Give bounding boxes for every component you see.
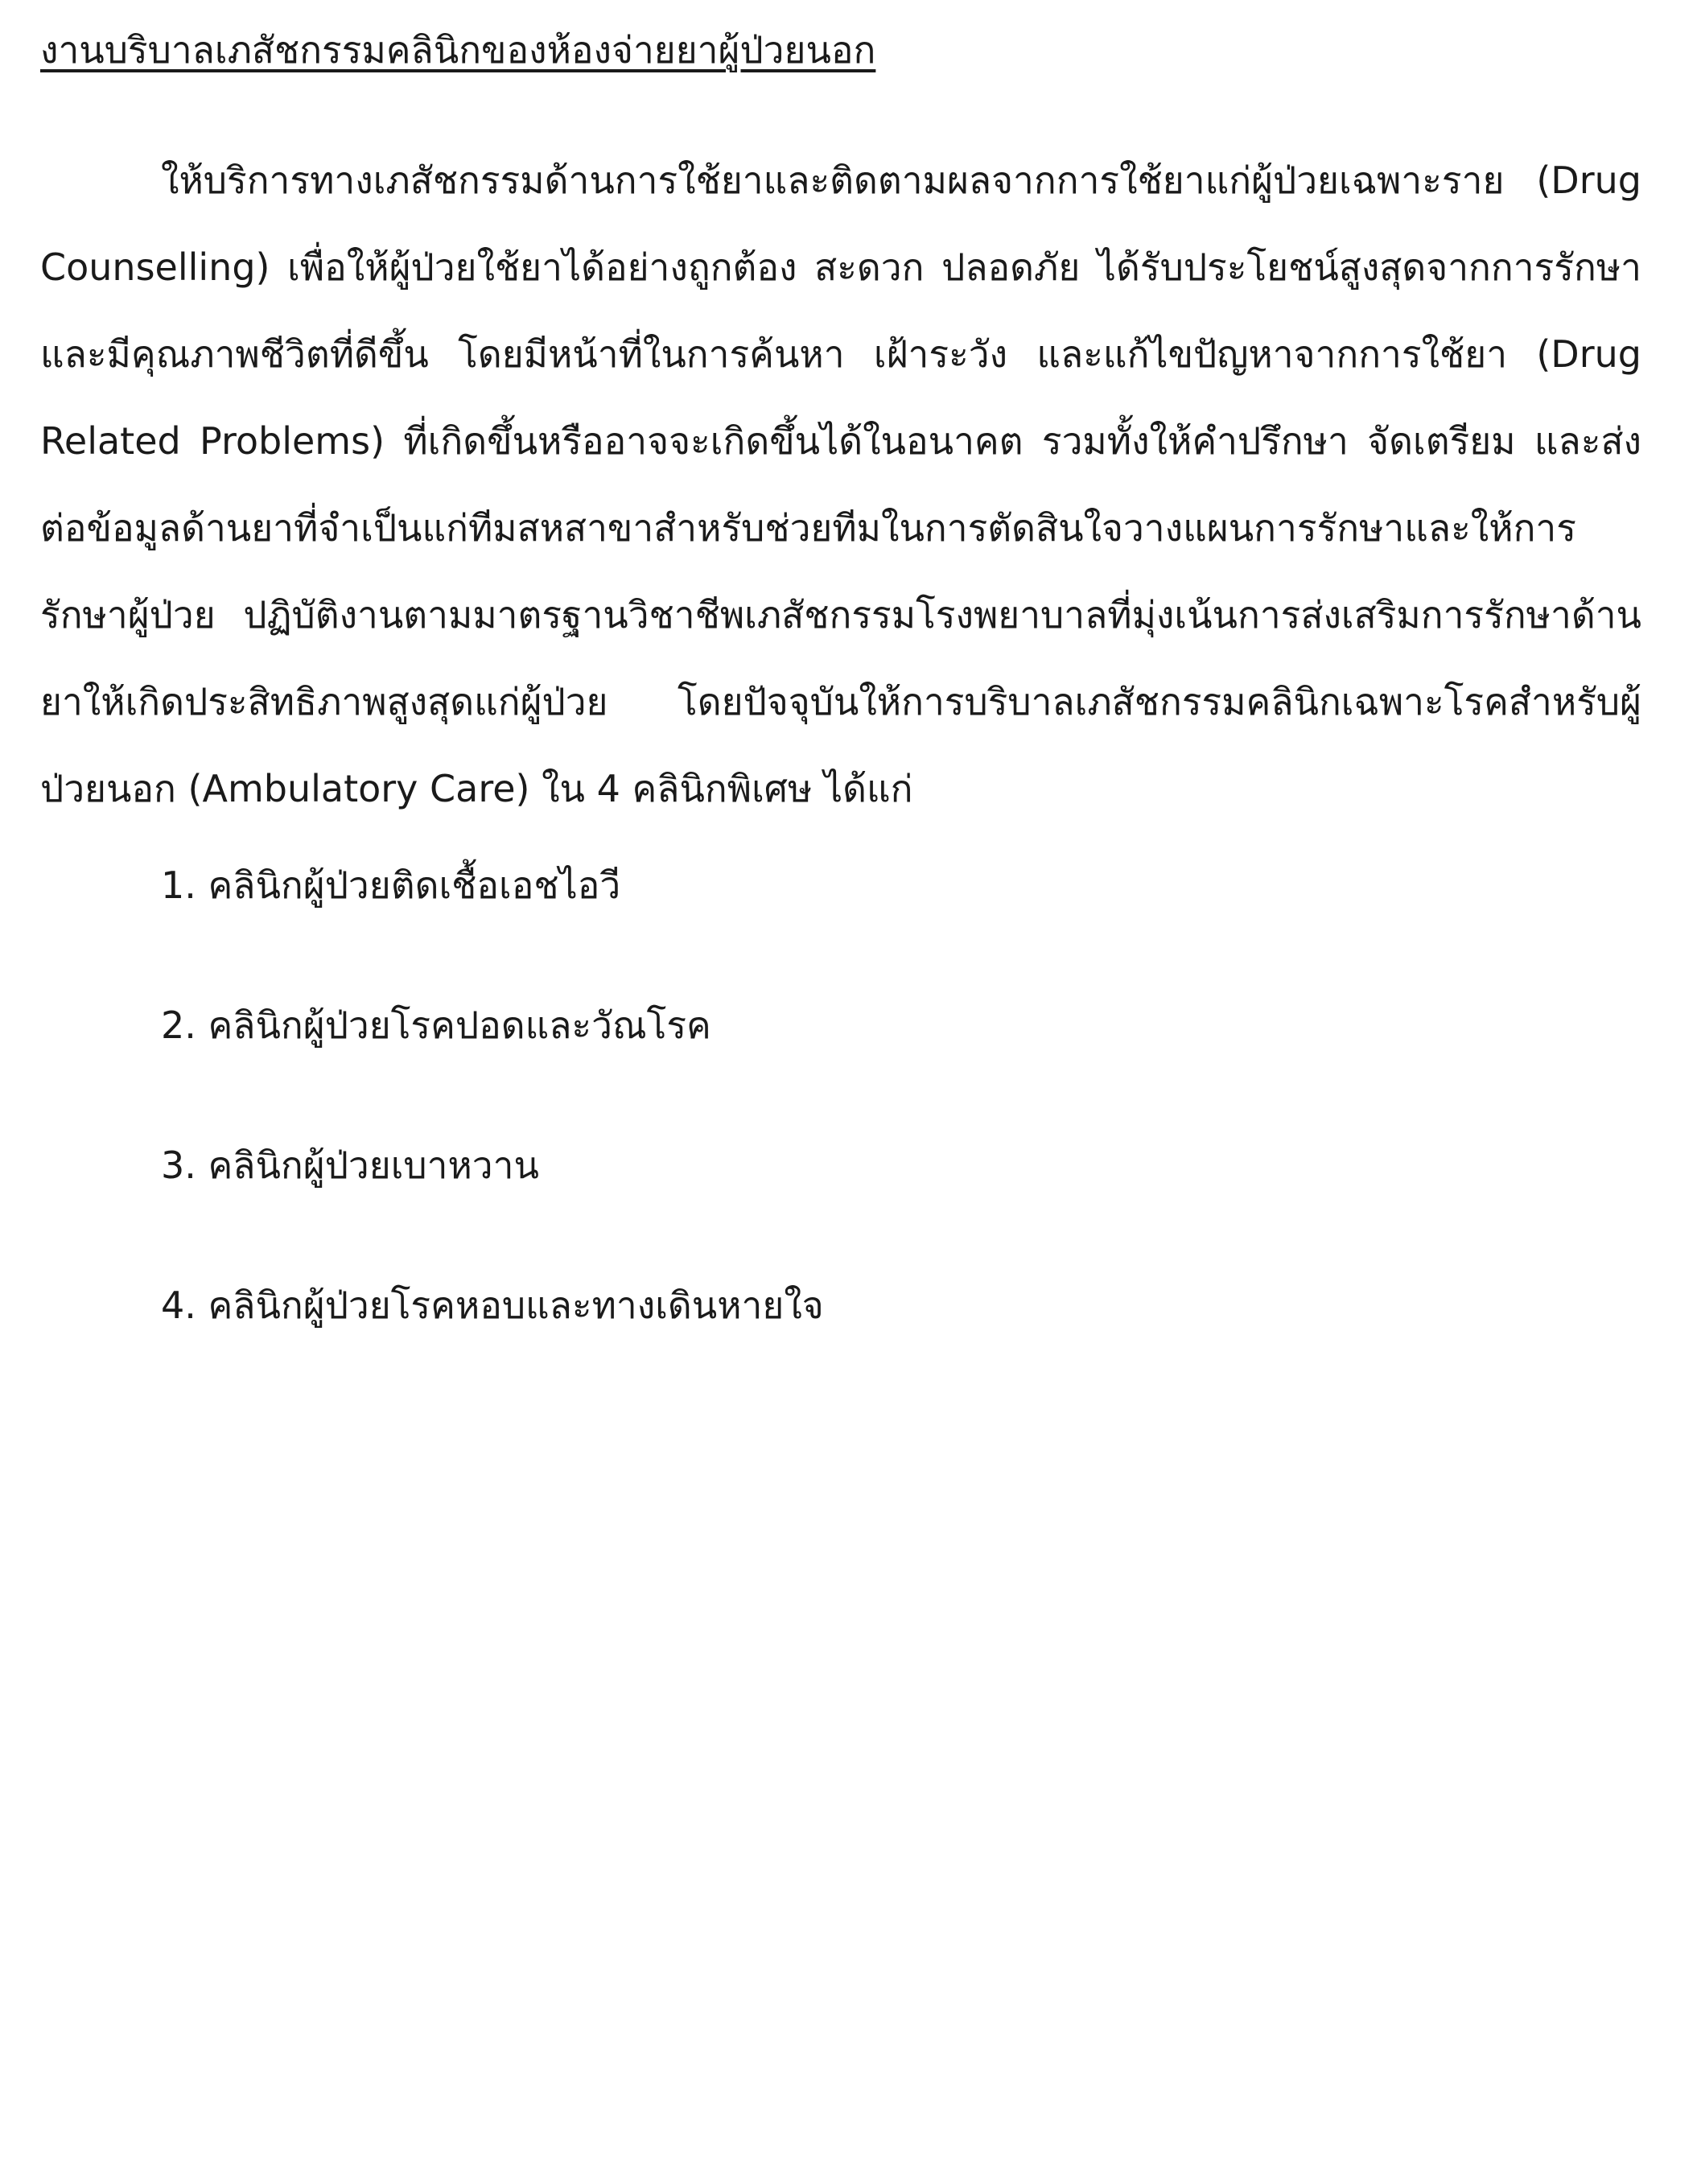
clinic-item-diabetes: 3. คลินิกผู้ป่วยเบาหวาน bbox=[161, 1144, 539, 1187]
clinic-item-hiv: 1. คลินิกผู้ป่วยติดเชื้อเอชไอวี bbox=[161, 863, 621, 907]
service-description-paragraph: ให้บริการทางเภสัชกรรมด้านการใช้ยาและติดตามผลจากการใช้ยาแก่ผู้ป่วยเฉพาะราย (Drug Counselling) เพื่อให้ผู้ป่วยใช้ยาได้อย่างถูกต้อง สะดวก ปลอดภัย ได้รับประโยชน์สูงสุดจากการรักษาและมีคุณภาพชีวิตที่ดีขึ้น โดยมีหน้าที่ในการค้นหา เฝ้าระวัง และแก้ไขปัญหาจากการใช้ยา (Drug Related Problems) ที่เกิดขึ้นหรืออาจจะเกิดขึ้นได้ในอนาคต รวมทั้งให้คำปรึกษา จัดเตรียม และส่งต่อข้อมูลด้านยาที่จำเป็นแก่ทีมสหสาขาสำหรับช่วยทีมในการตัดสินใจวางแผนการรักษาและให้การรักษาผู้ป่วย ปฏิบัติงานตามมาตรฐานวิชาชีพเภสัชกรรมโรงพยาบาลที่มุ่งเน้นการส่งเสริมการรักษาด้านยาให้เกิดประสิทธิภาพสูงสุดแก่ผู้ป่วย โดยปัจจุบันให้การบริบาลเภสัชกรรมคลินิกเฉพาะโรคสำหรับผู้ป่วยนอก (Ambulatory Care) ใน 4 คลินิกพิเศษ ได้แก่ bbox=[40, 159, 1641, 810]
clinic-item-asthma-respiratory: 4. คลินิกผู้ป่วยโรคหอบและทางเดินหายใจ bbox=[161, 1284, 824, 1327]
document-title: งานบริบาลเภสัชกรรมคลินิกของห้องจ่ายยาผู้ป่วยนอก bbox=[40, 28, 876, 72]
clinic-list bbox=[161, 859, 824, 1420]
clinic-item-lung-tb: 2. คลินิกผู้ป่วยโรคปอดและวัณโรค bbox=[161, 1003, 711, 1047]
